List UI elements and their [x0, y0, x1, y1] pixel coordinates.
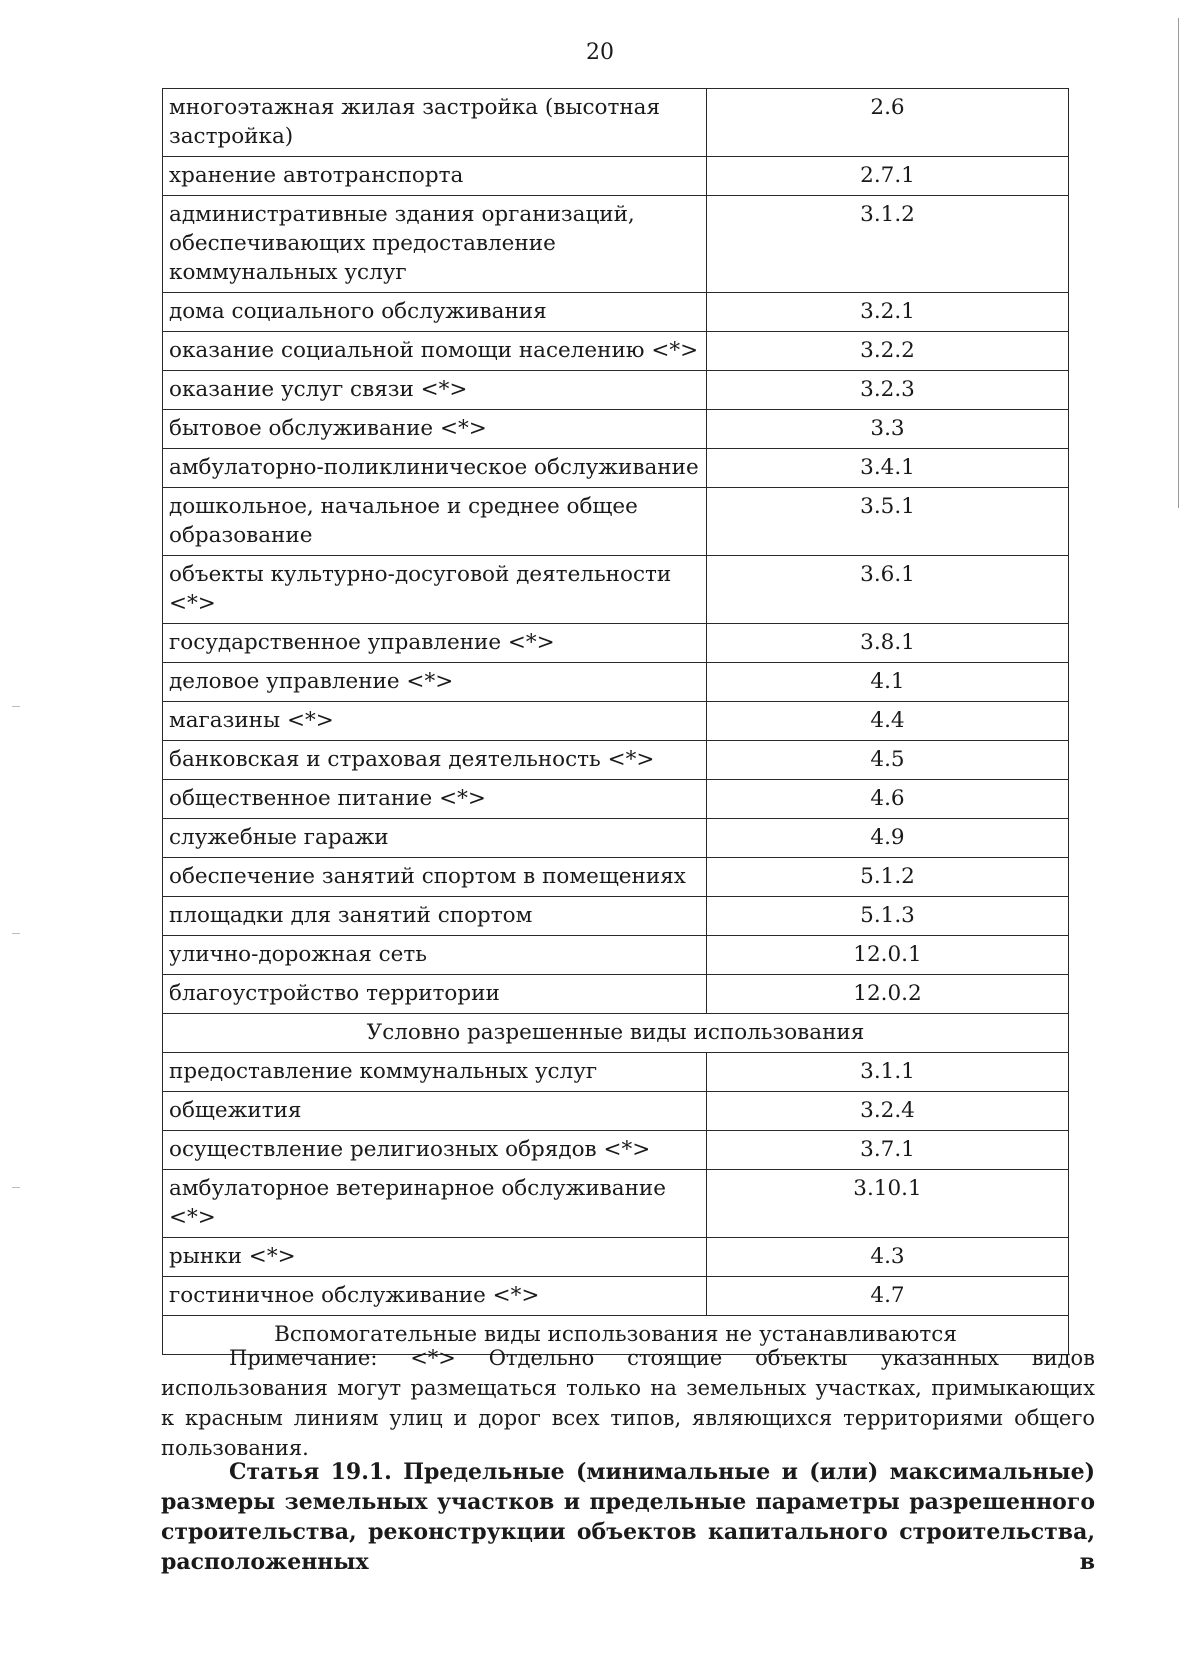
use-type-code: 12.0.2	[707, 975, 1069, 1014]
use-type-code: 3.1.1	[707, 1053, 1069, 1092]
use-type-code: 3.1.2	[707, 196, 1069, 293]
use-type-name: хранение автотранспорта	[163, 157, 707, 196]
use-type-code: 5.1.2	[707, 858, 1069, 897]
table-row	[163, 157, 1069, 196]
use-type-name: благоустройство территории	[163, 975, 707, 1014]
use-type-code: 4.3	[707, 1238, 1069, 1277]
use-type-code: 2.7.1	[707, 157, 1069, 196]
use-type-code: 4.9	[707, 819, 1069, 858]
scan-margin-mark	[12, 933, 20, 934]
use-type-name: амбулаторное ветеринарное обслуживание <*>	[163, 1170, 707, 1238]
use-type-code: 2.6	[707, 89, 1069, 157]
use-type-name: общежития	[163, 1092, 707, 1131]
table-row	[163, 1238, 1069, 1277]
use-type-name: гостиничное обслуживание <*>	[163, 1277, 707, 1316]
use-type-code: 3.2.4	[707, 1092, 1069, 1131]
use-type-name: рынки <*>	[163, 1238, 707, 1277]
scan-edge-line	[1178, 18, 1179, 508]
table-row	[163, 293, 1069, 332]
use-type-code: 4.5	[707, 741, 1069, 780]
use-type-name: оказание услуг связи <*>	[163, 371, 707, 410]
table-row	[163, 663, 1069, 702]
use-type-name: многоэтажная жилая застройка (высотная застройка)	[163, 89, 707, 157]
scan-margin-mark	[12, 1187, 20, 1188]
table-row	[163, 1170, 1069, 1238]
use-type-name: деловое управление <*>	[163, 663, 707, 702]
use-type-name: обеспечение занятий спортом в помещениях	[163, 858, 707, 897]
table-row	[163, 624, 1069, 663]
use-type-code: 12.0.1	[707, 936, 1069, 975]
use-type-code: 3.2.3	[707, 371, 1069, 410]
use-type-name: административные здания организаций, обеспечивающих предоставление коммунальных услуг	[163, 196, 707, 293]
use-type-code: 3.2.2	[707, 332, 1069, 371]
table-row	[163, 1053, 1069, 1092]
use-type-code: 3.4.1	[707, 449, 1069, 488]
use-type-name: банковская и страховая деятельность <*>	[163, 741, 707, 780]
use-type-name: предоставление коммунальных услуг	[163, 1053, 707, 1092]
article-heading: Статья 19.1. Предельные (минимальные и (или) максимальные) размеры земельных участков и предельные параметры разрешенного строительства, реконструкции объектов капитального строительства, расположенных в	[161, 1459, 1095, 1575]
table-row	[163, 371, 1069, 410]
use-type-name: служебные гаражи	[163, 819, 707, 858]
use-type-code: 3.7.1	[707, 1131, 1069, 1170]
use-type-name: амбулаторно-поликлиническое обслуживание	[163, 449, 707, 488]
table-row	[163, 332, 1069, 371]
use-type-name: осуществление религиозных обрядов <*>	[163, 1131, 707, 1170]
table-row	[163, 780, 1069, 819]
use-type-code: 3.5.1	[707, 488, 1069, 556]
use-type-code: 3.3	[707, 410, 1069, 449]
use-type-name: площадки для занятий спортом	[163, 897, 707, 936]
table-row	[163, 1092, 1069, 1131]
use-type-name: дома социального обслуживания	[163, 293, 707, 332]
table-row	[163, 1131, 1069, 1170]
auxiliary-uses-footer: Вспомогательные виды использования не устанавливаются	[163, 1316, 1069, 1355]
table-row	[163, 196, 1069, 293]
table-row	[163, 897, 1069, 936]
use-type-name: дошкольное, начальное и среднее общее образование	[163, 488, 707, 556]
use-type-name: оказание социальной помощи населению <*>	[163, 332, 707, 371]
land-use-table-body	[163, 89, 1069, 1355]
table-row	[163, 410, 1069, 449]
use-type-name: улично-дорожная сеть	[163, 936, 707, 975]
use-type-code: 4.4	[707, 702, 1069, 741]
use-type-code: 3.10.1	[707, 1170, 1069, 1238]
use-type-code: 3.6.1	[707, 556, 1069, 624]
use-type-code: 3.2.1	[707, 293, 1069, 332]
use-type-name: объекты культурно-досуговой деятельности <*>	[163, 556, 707, 624]
use-type-code: 4.6	[707, 780, 1069, 819]
table-note: Примечание: <*> Отдельно стоящие объекты указанных видов использования могут размещаться только на земельных участках, примыкающих к красным линиям улиц и дорог всех типов, являющихся территориями общего пользования.	[161, 1346, 1095, 1460]
table-row	[163, 1277, 1069, 1316]
table-row	[163, 741, 1069, 780]
table-row	[163, 556, 1069, 624]
use-type-code: 3.8.1	[707, 624, 1069, 663]
table-row	[163, 449, 1069, 488]
table-row	[163, 975, 1069, 1014]
table-row	[163, 936, 1069, 975]
use-type-name: бытовое обслуживание <*>	[163, 410, 707, 449]
table-row	[163, 89, 1069, 157]
page-number: 20	[586, 40, 614, 65]
scan-margin-mark	[12, 706, 20, 707]
conditional-uses-header: Условно разрешенные виды использования	[163, 1014, 1069, 1053]
table-row	[163, 819, 1069, 858]
use-type-name: общественное питание <*>	[163, 780, 707, 819]
use-type-name: магазины <*>	[163, 702, 707, 741]
use-type-name: государственное управление <*>	[163, 624, 707, 663]
use-type-code: 5.1.3	[707, 897, 1069, 936]
table-row	[163, 702, 1069, 741]
table-row	[163, 858, 1069, 897]
use-type-code: 4.1	[707, 663, 1069, 702]
table-row	[163, 488, 1069, 556]
land-use-table	[162, 88, 1069, 1355]
use-type-code: 4.7	[707, 1277, 1069, 1316]
conditional-uses-header-row	[163, 1014, 1069, 1053]
